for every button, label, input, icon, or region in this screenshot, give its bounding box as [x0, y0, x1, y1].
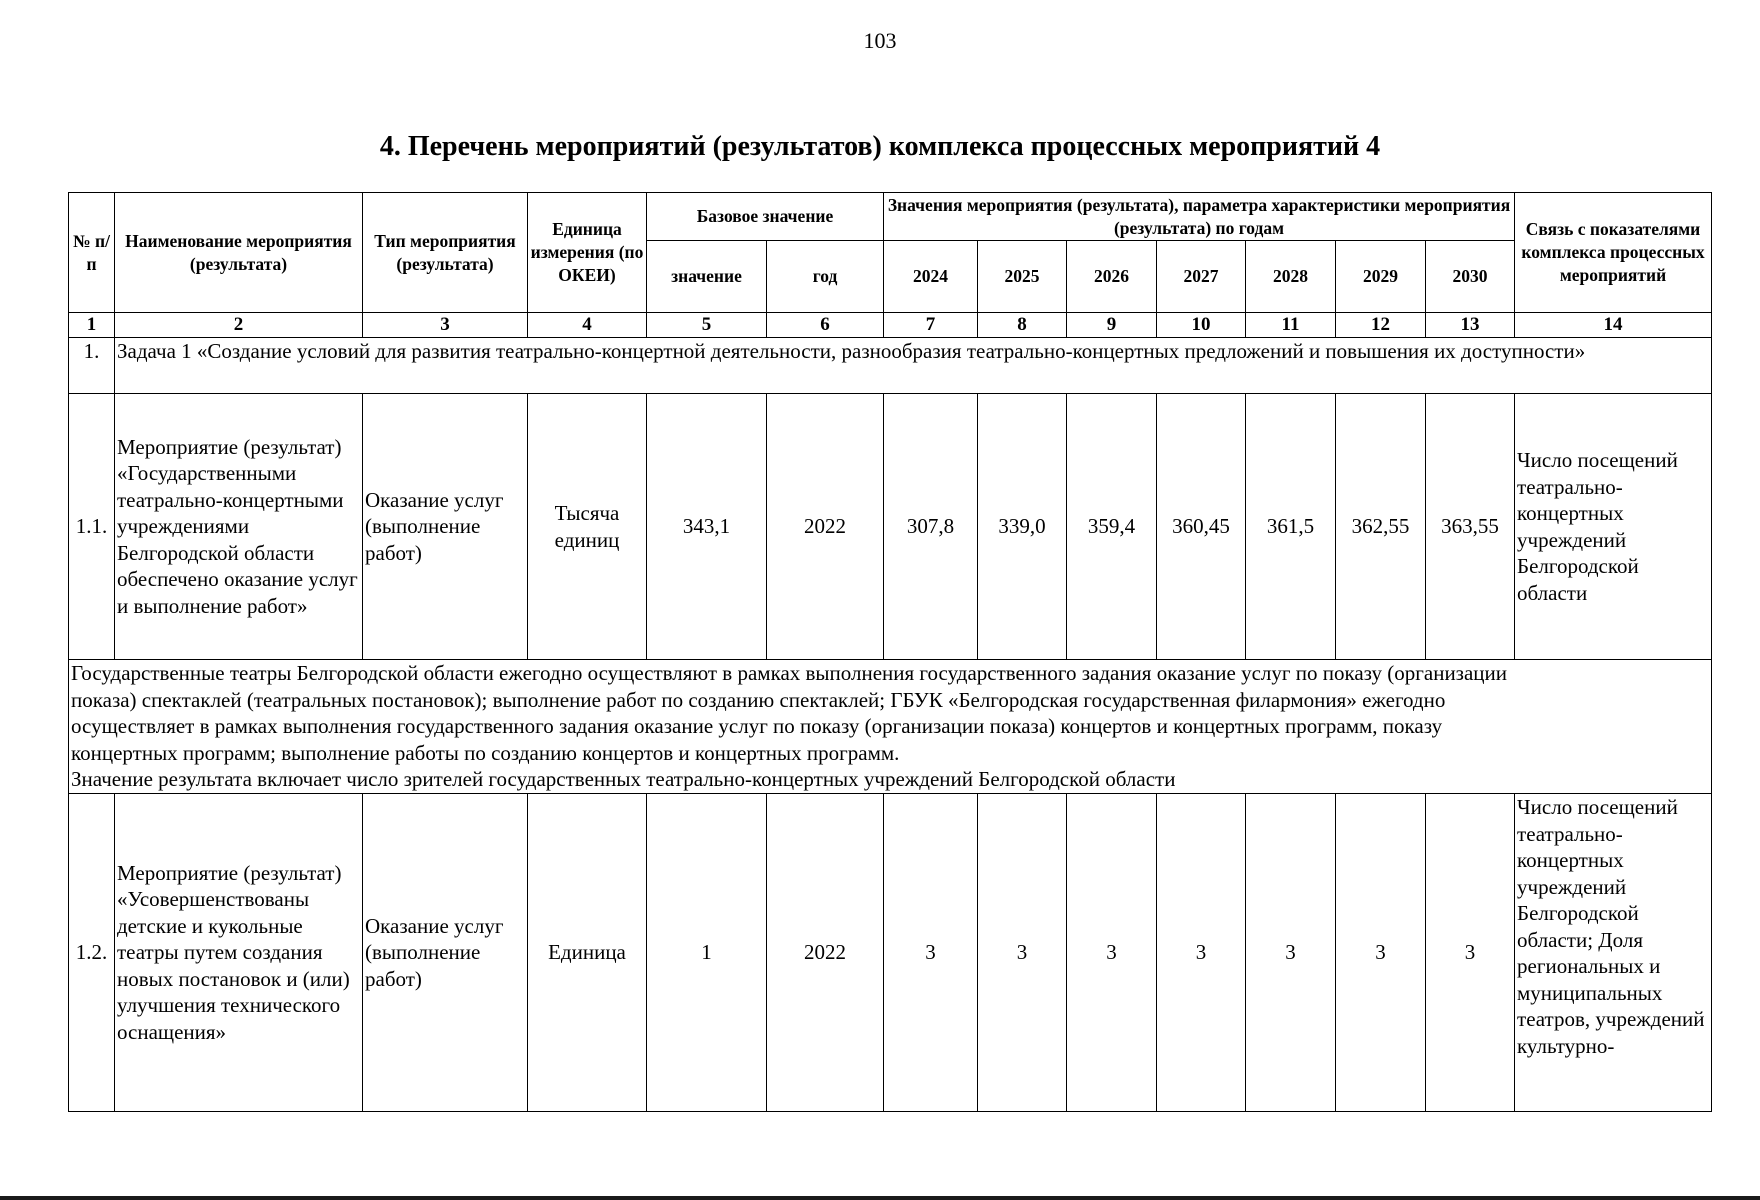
header-base-year: год: [767, 241, 884, 313]
description-line: показа) спектаклей (театральных постановок); выполнение работ по созданию спектаклей; ГБУК «Белгородская государственная филармония» ежегодно: [71, 687, 1446, 712]
year-value: 359,4: [1067, 394, 1157, 660]
document-title: 4. Перечень мероприятий (результатов) комплекса процессных мероприятий 4: [379, 131, 1381, 162]
description-line: осуществляет в рамках выполнения государственного задания оказание услуг по показу (организации показа) концертов и концертных программ, показу: [71, 714, 1443, 738]
column-number: 3: [363, 313, 528, 338]
measure-name: Мероприятие (результат) «Государственными театрально-концертными учреждениями Белгородской области обеспечено оказание услуг и выполнение работ»: [115, 394, 363, 660]
measure-type: Оказание услуг (выполнение работ): [363, 794, 528, 1112]
header-unit: Единица измерения (по ОКЕИ): [528, 193, 647, 313]
description-line: Государственные театры Белгородской области ежегодно осуществляют в рамках выполнения государственного задания оказание услуг по показу (организации: [71, 661, 1508, 685]
column-number: 7: [884, 313, 978, 338]
base-year: 2022: [767, 394, 884, 660]
header-year: 2024: [884, 241, 978, 313]
description-row: [69, 660, 1712, 794]
year-value: 360,45: [1157, 394, 1246, 660]
page-number: 103: [863, 28, 897, 53]
year-value: 3: [978, 794, 1067, 1112]
scan-edge-line: [0, 1196, 1760, 1200]
column-number: 8: [978, 313, 1067, 338]
year-value: 3: [1157, 794, 1246, 1112]
measure-link: Число посещений театрально-концертных учреждений Белгородской области; Доля региональных и муниципальных театров, учреждений культурно-: [1515, 794, 1712, 1112]
task-text: Задача 1 «Создание условий для развития театрально-концертной деятельности, разнообразия театрально-концертных предложений и повышения их доступности»: [115, 338, 1712, 394]
measure-num: 1.2.: [69, 794, 115, 1112]
base-year: 2022: [767, 794, 884, 1112]
base-value: 343,1: [647, 394, 767, 660]
header-base-value: значение: [647, 241, 767, 313]
year-value: 363,55: [1426, 394, 1515, 660]
header-year: 2030: [1426, 241, 1515, 313]
description-line: Значение результата включает число зрителей государственных театрально-концертных учреждений Белгородской области: [71, 767, 1176, 791]
measure-unit: Единица: [528, 794, 647, 1112]
year-value: 3: [884, 794, 978, 1112]
year-value: 339,0: [978, 394, 1067, 660]
year-value: 361,5: [1246, 394, 1336, 660]
header-years-group: Значения мероприятия (результата), параметра характеристики мероприятия (результата) по годам: [884, 193, 1515, 241]
header-year: 2028: [1246, 241, 1336, 313]
year-value: 3: [1067, 794, 1157, 1112]
base-value: 1: [647, 794, 767, 1112]
measure-link: Число посещений театрально-концертных учреждений Белгородской области: [1515, 394, 1712, 660]
header-year: 2029: [1336, 241, 1426, 313]
year-value: 362,55: [1336, 394, 1426, 660]
measure-type: Оказание услуг (выполнение работ): [363, 394, 528, 660]
measure-row: [69, 794, 1712, 1112]
header-base-group: Базовое значение: [647, 193, 884, 241]
column-number: 11: [1246, 313, 1336, 338]
year-value: 3: [1246, 794, 1336, 1112]
year-value: 3: [1426, 794, 1515, 1112]
description-line: концертных программ; выполнение работы по созданию концертов и концертных программ.: [71, 740, 900, 765]
header-link: Связь с показателями комплекса процессных мероприятий: [1515, 193, 1712, 313]
column-number: 14: [1515, 313, 1712, 338]
header-num: № п/п: [69, 193, 115, 313]
column-number: 9: [1067, 313, 1157, 338]
description-cell: [69, 660, 1712, 794]
column-number: 4: [528, 313, 647, 338]
column-number: 1: [69, 313, 115, 338]
year-value: 307,8: [884, 394, 978, 660]
year-value: 3: [1336, 794, 1426, 1112]
task-row: [69, 338, 1712, 394]
header-row-top: [69, 193, 1712, 241]
column-numbers-row: [69, 313, 1712, 338]
column-number: 2: [115, 313, 363, 338]
task-num: 1.: [69, 338, 115, 394]
measure-unit: Тысяча единиц: [528, 394, 647, 660]
measure-name: Мероприятие (результат) «Усовершенствованы детские и кукольные театры путем создания новых постановок и (или) улучшения технического оснащения»: [115, 794, 363, 1112]
header-year: 2027: [1157, 241, 1246, 313]
header-year: 2025: [978, 241, 1067, 313]
column-number: 13: [1426, 313, 1515, 338]
measure-num: 1.1.: [69, 394, 115, 660]
header-year: 2026: [1067, 241, 1157, 313]
header-name: Наименование мероприятия (результата): [115, 193, 363, 313]
column-number: 10: [1157, 313, 1246, 338]
column-number: 6: [767, 313, 884, 338]
measure-row: [69, 394, 1712, 660]
header-type: Тип мероприятия (результата): [363, 193, 528, 313]
column-number: 5: [647, 313, 767, 338]
measures-table: [68, 192, 1712, 1112]
column-number: 12: [1336, 313, 1426, 338]
